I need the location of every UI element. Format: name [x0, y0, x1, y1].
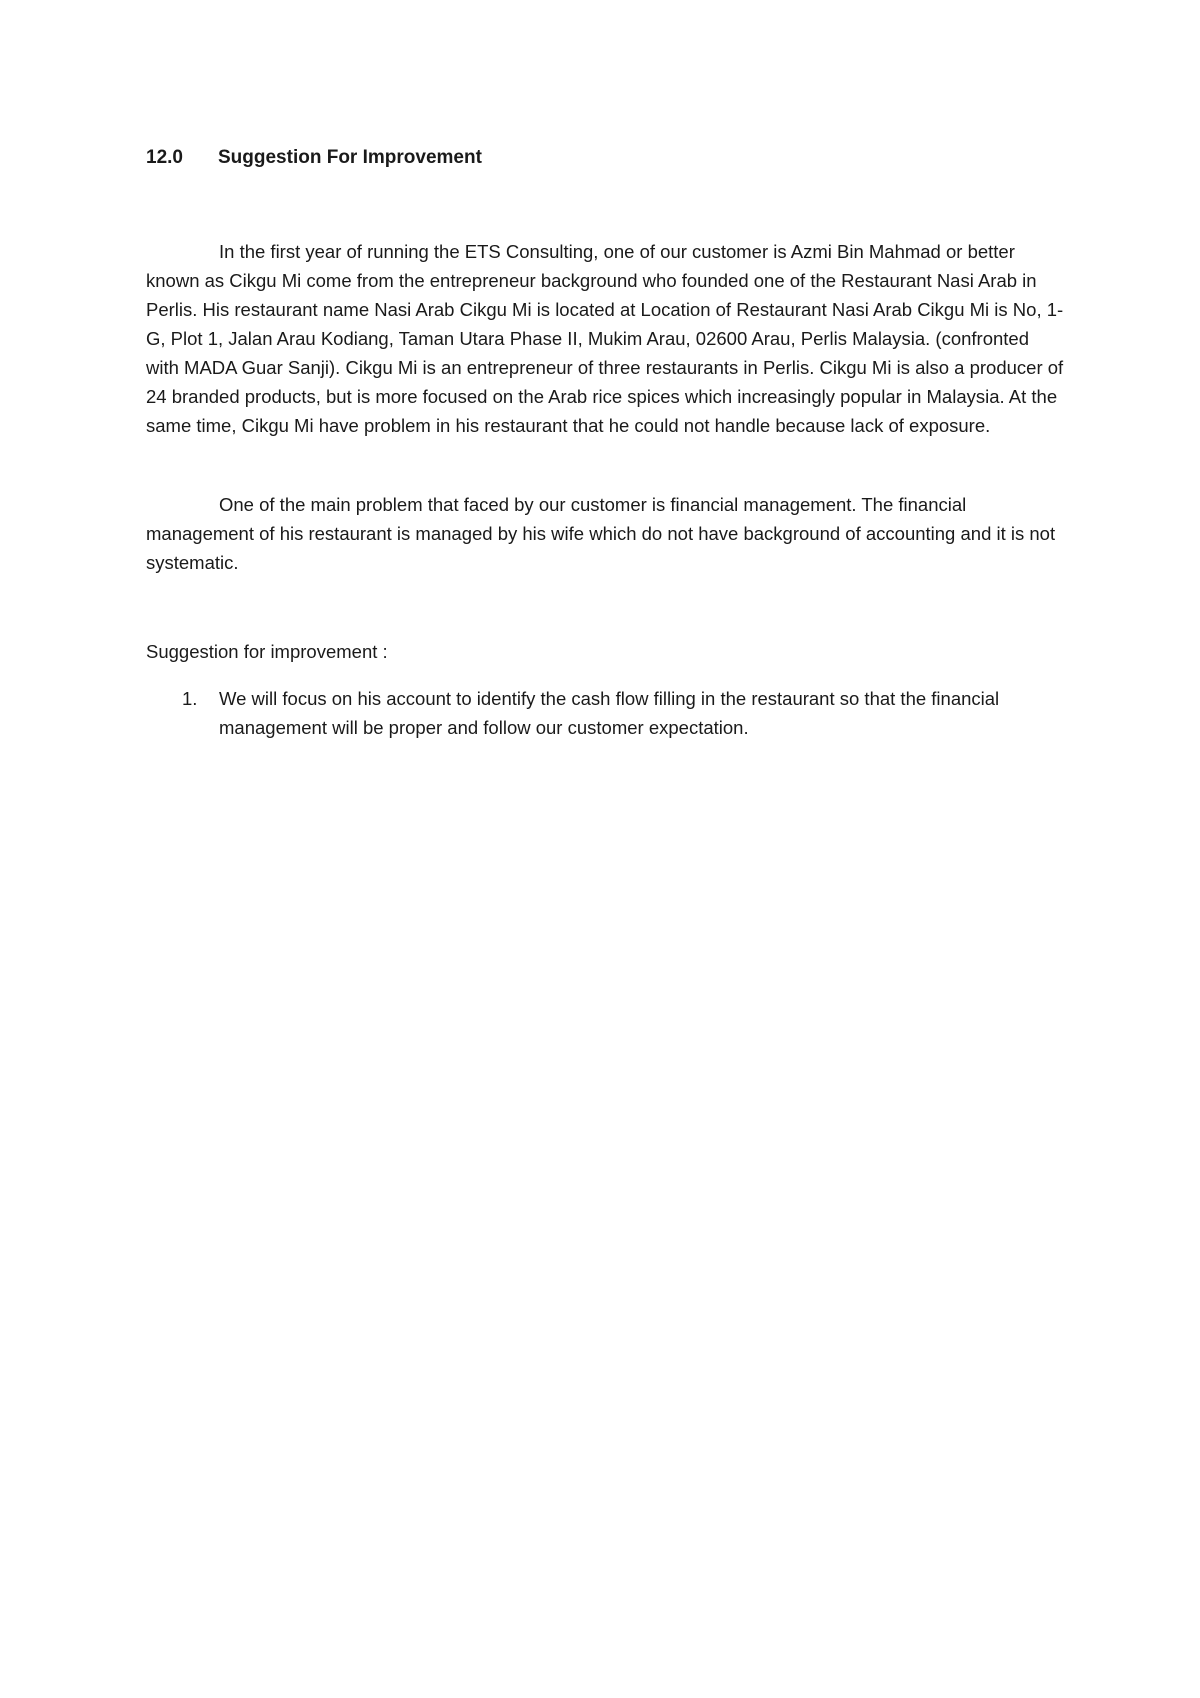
list-item [146, 684, 1064, 742]
section-title: Suggestion For Improvement [218, 147, 482, 168]
paragraph-customer-background [146, 237, 1064, 440]
paragraph-text: In the first year of running the ETS Consulting, one of our customer is Azmi Bin Mahmad or better known as Cikgu Mi come from the entrepreneur background who founded one of the Restaurant Nasi Arab in Perlis. His restaurant name Nasi Arab Cikgu Mi is located at Location of Restaurant Nasi Arab Cikgu Mi is No, 1-G, Plot 1, Jalan Arau Kodiang, Taman Utara Phase II, Mukim Arau, 02600 Arau, Perlis Malaysia. (confronted with MADA Guar Sanji). Cikgu Mi is an entrepreneur of three restaurants in Perlis. Cikgu Mi is also a producer of 24 branded products, but is more focused on the Arab rice spices which increasingly popular in Malaysia. At the same time, Cikgu Mi have problem in his restaurant that he could not handle because lack of exposure. [146, 241, 1064, 436]
suggestion-list [146, 684, 1064, 742]
section-heading [146, 146, 482, 170]
section-number: 12.0 [146, 147, 183, 168]
list-item-text: We will focus on his account to identify the cash flow filling in the restaurant so that the financial management will be proper and follow our customer expectation. [219, 688, 1000, 738]
suggestion-label: Suggestion for improvement : [146, 641, 388, 662]
paragraph-main-problem [146, 490, 1064, 577]
list-marker: 1. [182, 688, 198, 709]
paragraph-text: One of the main problem that faced by our customer is financial management. The financial management of his restaurant is managed by his wife which do not have background of accounting and it is not systematic. [146, 494, 1056, 573]
